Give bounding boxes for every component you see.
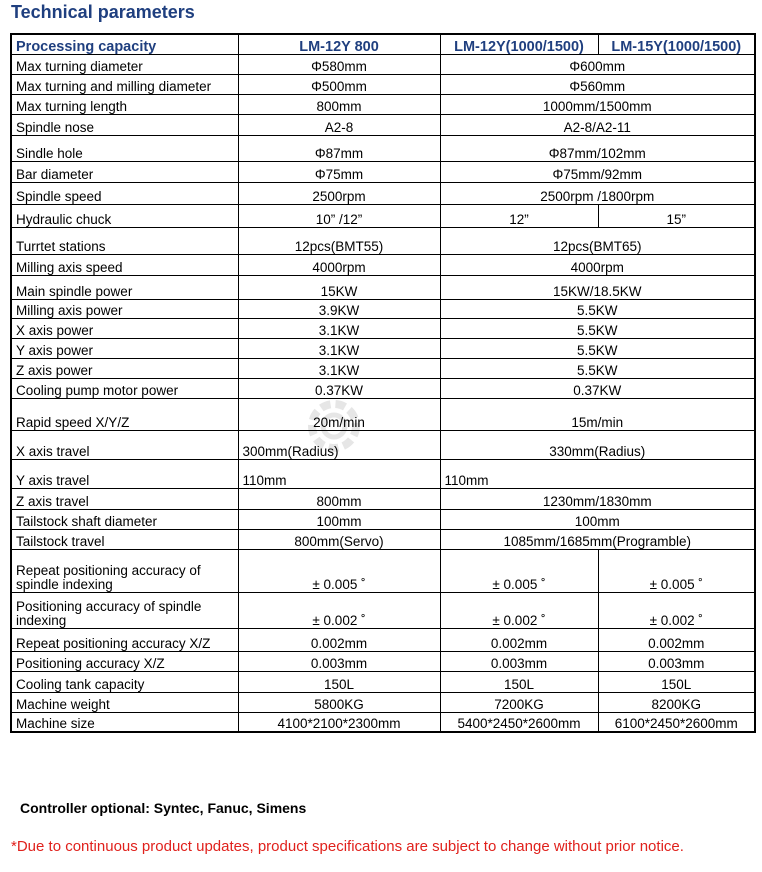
param-label: Y axis power [11, 338, 238, 358]
value-cell: 20m/min [238, 398, 440, 430]
value-cell: 800mm(Servo) [238, 529, 440, 549]
table-row [11, 692, 755, 712]
value-cell: 8200KG [598, 692, 755, 712]
table-row [11, 712, 755, 732]
table-row [11, 318, 755, 338]
value-cell: 0.002mm [598, 628, 755, 651]
value-cell: Φ75mm [238, 161, 440, 182]
value-cell: 0.002mm [238, 628, 440, 651]
value-cell: 10” /12” [238, 204, 440, 227]
value-cell: ± 0.002 ˚ [598, 592, 755, 628]
table-row [11, 94, 755, 114]
value-cell: 0.37KW [238, 378, 440, 398]
value-cell: 1085mm/1685mm(Programble) [440, 529, 755, 549]
table-header-row [11, 34, 755, 54]
value-cell: Φ580mm [238, 54, 440, 74]
value-cell: 15” [598, 204, 755, 227]
table-row [11, 204, 755, 227]
param-label: Y axis travel [11, 459, 238, 488]
value-cell: 15m/min [440, 398, 755, 430]
param-label: Max turning diameter [11, 54, 238, 74]
param-label: Positioning accuracy of spindle indexing [11, 592, 238, 628]
param-label: Repeat positioning accuracy X/Z [11, 628, 238, 651]
table-row [11, 488, 755, 509]
value-cell: 5800KG [238, 692, 440, 712]
table-row [11, 182, 755, 204]
table-row [11, 459, 755, 488]
table-row [11, 671, 755, 692]
param-label: Spindle nose [11, 114, 238, 135]
value-cell: 3.9KW [238, 299, 440, 318]
param-label: Max turning length [11, 94, 238, 114]
value-cell: 6100*2450*2600mm [598, 712, 755, 732]
value-cell: 2500rpm [238, 182, 440, 204]
header-cell: LM-12Y(1000/1500) [440, 34, 598, 54]
value-cell: Φ560mm [440, 74, 755, 94]
param-label: Tailstock shaft diameter [11, 509, 238, 529]
value-cell: 3.1KW [238, 318, 440, 338]
controller-options: Controller optional: Syntec, Fanuc, Simens [20, 800, 307, 816]
disclaimer-notice: *Due to continuous product updates, product specifications are subject to change without prior notice. [11, 838, 684, 855]
header-cell: LM-15Y(1000/1500) [598, 34, 755, 54]
value-cell: 110mm [440, 459, 755, 488]
table-row [11, 74, 755, 94]
value-cell: 12” [440, 204, 598, 227]
param-label: Repeat positioning accuracy of spindle indexing [11, 549, 238, 592]
value-cell: 3.1KW [238, 338, 440, 358]
param-label: Cooling pump motor power [11, 378, 238, 398]
value-cell: 800mm [238, 94, 440, 114]
table-row [11, 338, 755, 358]
value-cell: 15KW [238, 275, 440, 299]
value-cell: 150L [598, 671, 755, 692]
value-cell: ± 0.005 ˚ [440, 549, 598, 592]
param-label: Z axis travel [11, 488, 238, 509]
param-label: Machine size [11, 712, 238, 732]
param-label: Tailstock travel [11, 529, 238, 549]
param-label: Machine weight [11, 692, 238, 712]
param-label: Hydraulic chuck [11, 204, 238, 227]
param-label: Milling axis speed [11, 254, 238, 275]
param-label: Main spindle power [11, 275, 238, 299]
param-label: Turrtet stations [11, 227, 238, 254]
value-cell: Φ600mm [440, 54, 755, 74]
table-row [11, 628, 755, 651]
value-cell: 15KW/18.5KW [440, 275, 755, 299]
value-cell: 800mm [238, 488, 440, 509]
table-row [11, 275, 755, 299]
value-cell: 5.5KW [440, 338, 755, 358]
value-cell: 330mm(Radius) [440, 430, 755, 459]
table-row [11, 358, 755, 378]
value-cell: Φ87mm [238, 135, 440, 161]
table-row [11, 227, 755, 254]
value-cell: 1230mm/1830mm [440, 488, 755, 509]
table-row [11, 135, 755, 161]
table-row [11, 54, 755, 74]
value-cell: Φ500mm [238, 74, 440, 94]
param-label: X axis travel [11, 430, 238, 459]
table-row [11, 398, 755, 430]
table-row [11, 430, 755, 459]
value-cell: A2-8/A2-11 [440, 114, 755, 135]
table-row [11, 161, 755, 182]
value-cell: 5400*2450*2600mm [440, 712, 598, 732]
value-cell: 7200KG [440, 692, 598, 712]
value-cell: 0.002mm [440, 628, 598, 651]
value-cell: ± 0.002 ˚ [440, 592, 598, 628]
spec-table [10, 33, 756, 733]
table-row [11, 651, 755, 671]
value-cell: Φ75mm/92mm [440, 161, 755, 182]
value-cell: 2500rpm /1800rpm [440, 182, 755, 204]
value-cell: 150L [238, 671, 440, 692]
param-label: Rapid speed X/Y/Z [11, 398, 238, 430]
table-row [11, 529, 755, 549]
table-row [11, 254, 755, 275]
value-cell: 12pcs(BMT65) [440, 227, 755, 254]
value-cell: 100mm [440, 509, 755, 529]
table-row [11, 549, 755, 592]
value-cell: 4000rpm [238, 254, 440, 275]
header-cell: Processing capacity [11, 34, 238, 54]
value-cell: 12pcs(BMT55) [238, 227, 440, 254]
value-cell: 110mm [238, 459, 440, 488]
value-cell: Φ87mm/102mm [440, 135, 755, 161]
param-label: Z axis power [11, 358, 238, 378]
value-cell: 1000mm/1500mm [440, 94, 755, 114]
value-cell: 5.5KW [440, 358, 755, 378]
header-cell: LM-12Y 800 [238, 34, 440, 54]
value-cell: 5.5KW [440, 299, 755, 318]
table-row [11, 299, 755, 318]
value-cell: 4100*2100*2300mm [238, 712, 440, 732]
param-label: Bar diameter [11, 161, 238, 182]
table-row [11, 378, 755, 398]
param-label: Spindle speed [11, 182, 238, 204]
value-cell: 0.003mm [238, 651, 440, 671]
table-row [11, 509, 755, 529]
value-cell: 0.003mm [598, 651, 755, 671]
param-label: Positioning accuracy X/Z [11, 651, 238, 671]
value-cell: 3.1KW [238, 358, 440, 378]
value-cell: 0.37KW [440, 378, 755, 398]
value-cell: 100mm [238, 509, 440, 529]
param-label: Cooling tank capacity [11, 671, 238, 692]
param-label: Milling axis power [11, 299, 238, 318]
value-cell: ± 0.005 ˚ [238, 549, 440, 592]
page-title: Technical parameters [11, 2, 195, 22]
value-cell: 4000rpm [440, 254, 755, 275]
param-label: X axis power [11, 318, 238, 338]
value-cell: 300mm(Radius) [238, 430, 440, 459]
value-cell: ± 0.002 ˚ [238, 592, 440, 628]
value-cell: ± 0.005 ˚ [598, 549, 755, 592]
value-cell: 5.5KW [440, 318, 755, 338]
param-label: Sindle hole [11, 135, 238, 161]
table-row [11, 114, 755, 135]
value-cell: A2-8 [238, 114, 440, 135]
param-label: Max turning and milling diameter [11, 74, 238, 94]
value-cell: 150L [440, 671, 598, 692]
value-cell: 0.003mm [440, 651, 598, 671]
table-row [11, 592, 755, 628]
